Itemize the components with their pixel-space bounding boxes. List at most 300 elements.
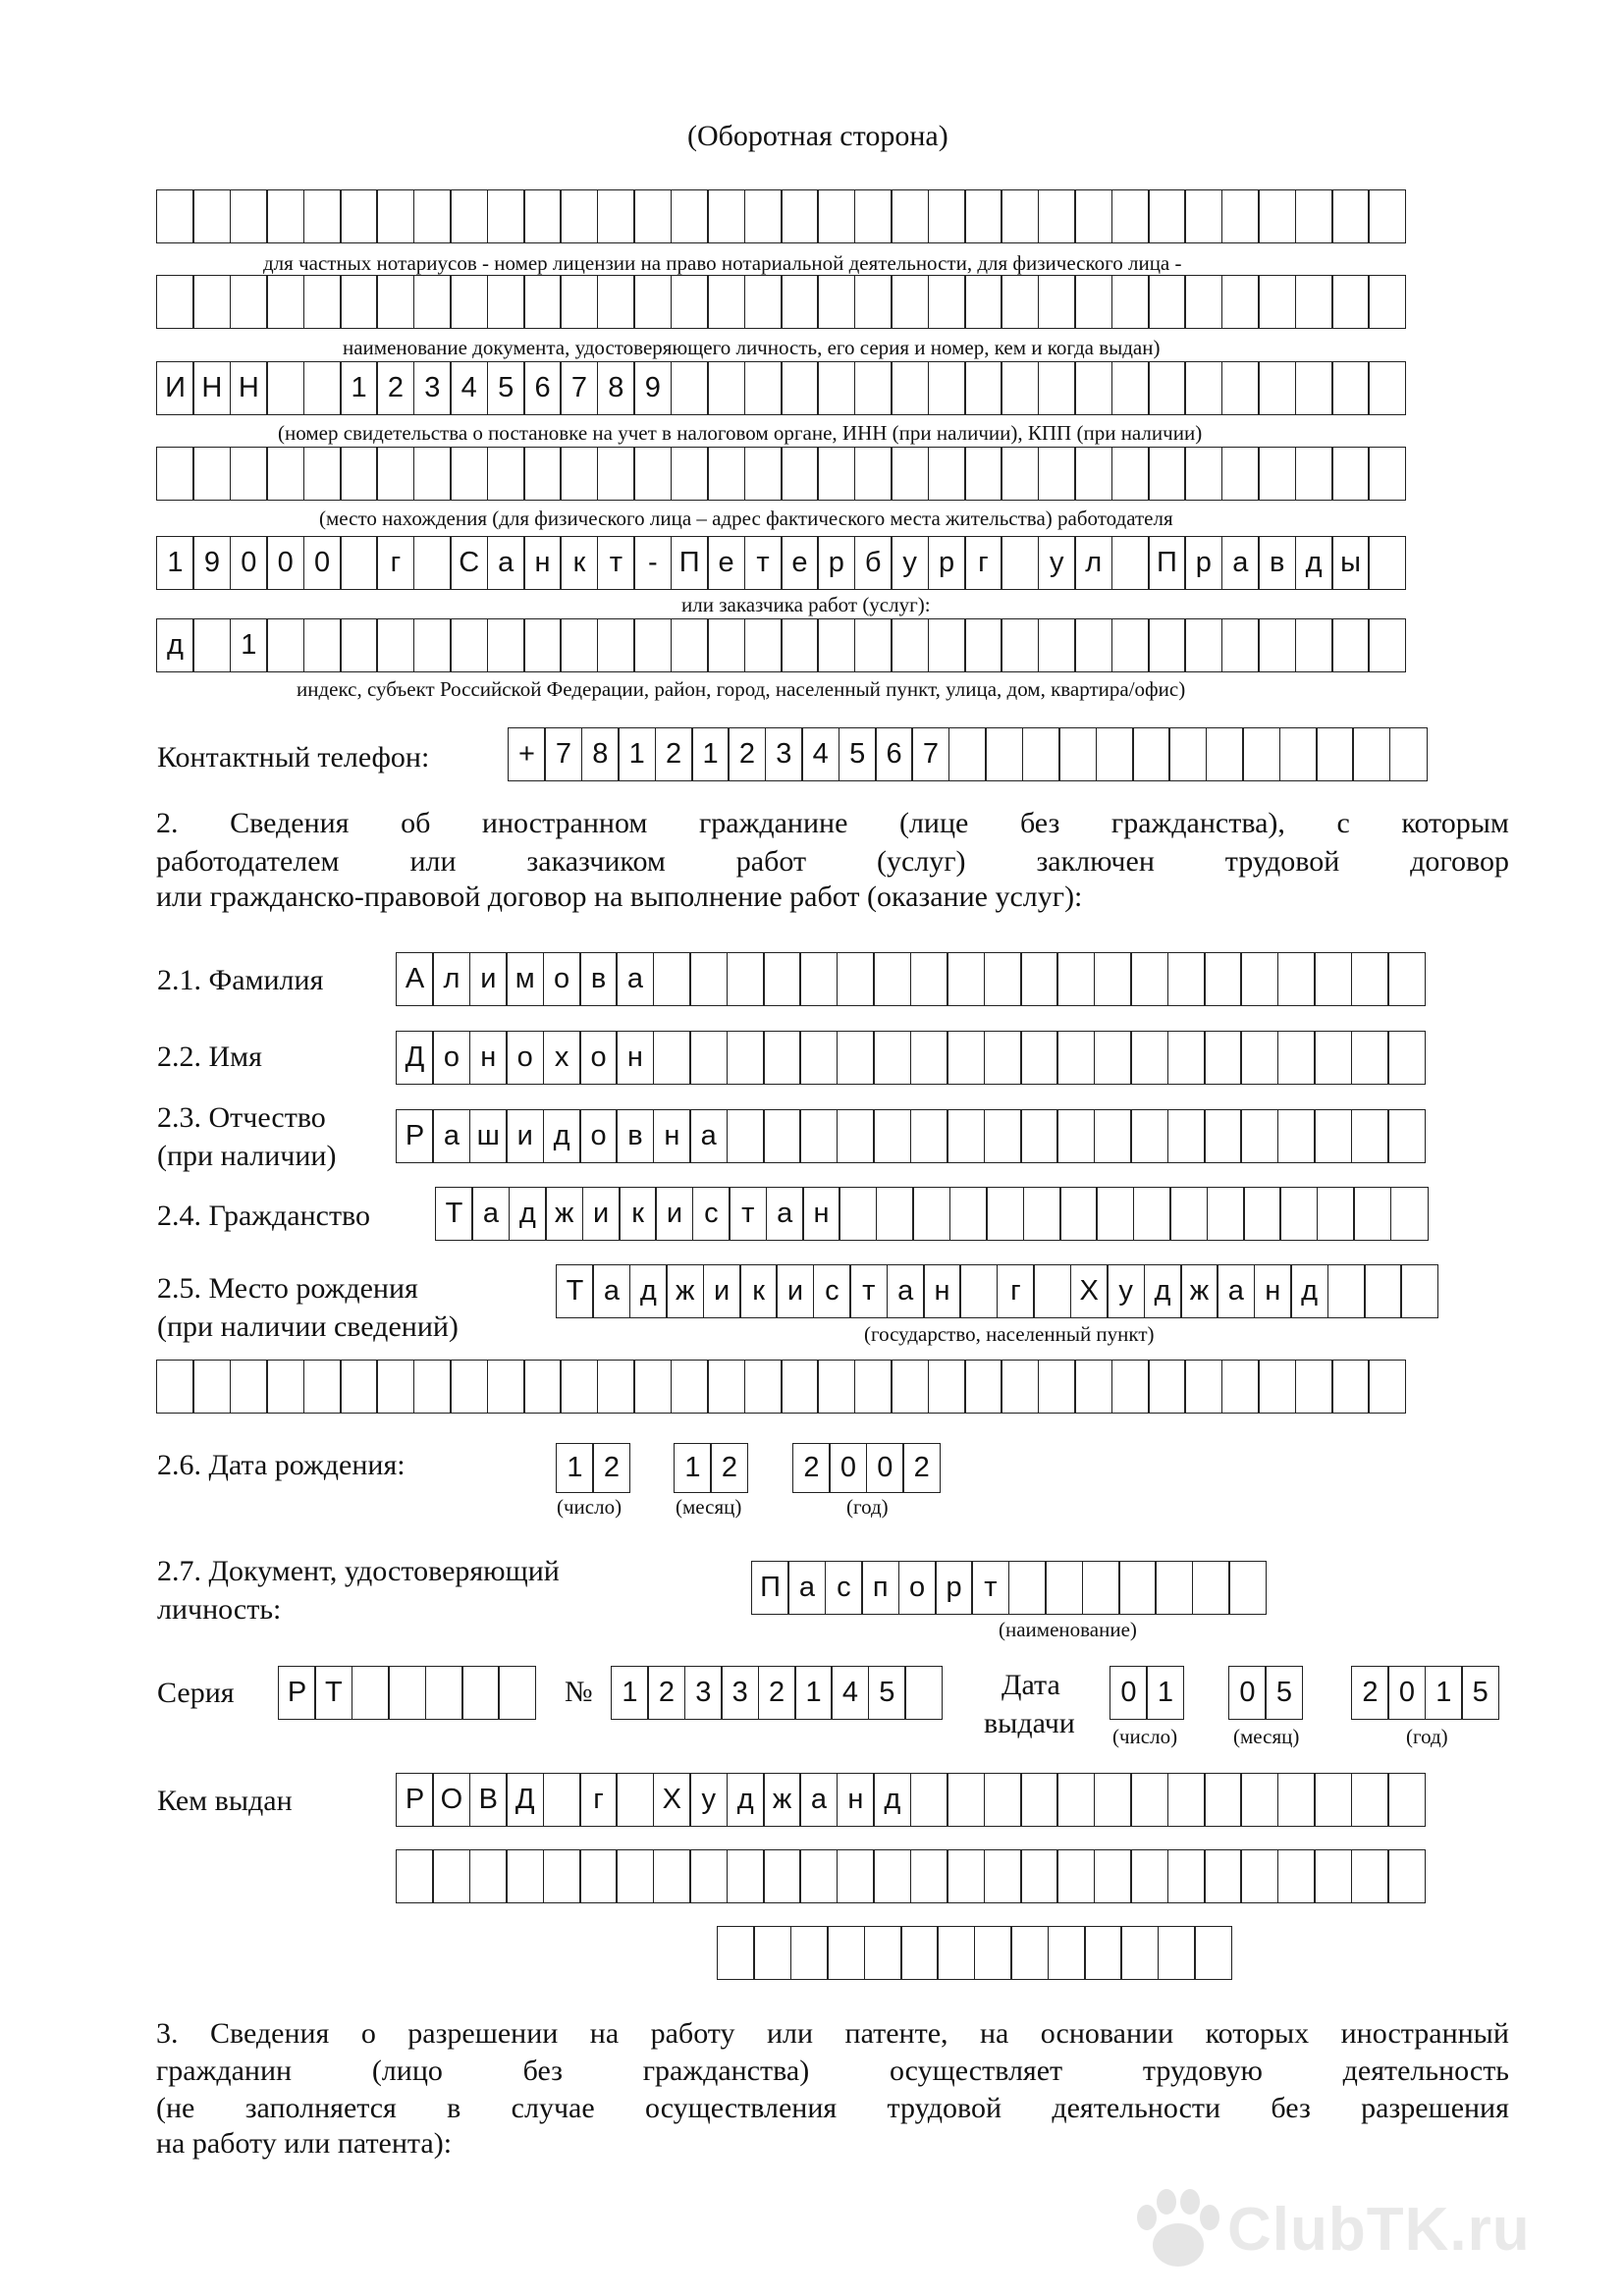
form-cell[interactable] [1184,189,1222,243]
form-cell[interactable]: о [579,1031,618,1085]
form-cell[interactable] [854,447,893,501]
form-cell[interactable]: д [156,618,194,672]
form-cell[interactable] [1258,447,1296,501]
form-cell[interactable]: Д [506,1773,544,1827]
form-cell[interactable]: 1 [230,618,268,672]
form-cell[interactable]: д [1290,1264,1328,1318]
form-cell[interactable] [817,189,855,243]
form-cell[interactable] [1148,275,1186,329]
form-cell[interactable]: 0 [829,1443,867,1493]
form-cell[interactable]: н [1254,1264,1292,1318]
form-cell[interactable] [1351,1849,1389,1903]
form-cell[interactable] [1295,447,1333,501]
document-name-row[interactable] [751,1561,1267,1615]
form-cell[interactable] [985,727,1023,781]
form-cell[interactable]: а [471,1187,510,1241]
form-cell[interactable] [910,1031,948,1085]
form-cell[interactable] [717,1926,755,1980]
form-cell[interactable] [928,189,966,243]
form-cell[interactable] [707,618,745,672]
form-cell[interactable] [156,447,194,501]
form-cell[interactable] [156,189,194,243]
form-cell[interactable] [984,1773,1022,1827]
form-cell[interactable]: 5 [868,1666,906,1720]
form-cell[interactable] [413,618,452,672]
form-cell[interactable] [1353,1187,1391,1241]
form-cell[interactable] [1221,618,1260,672]
form-cell[interactable] [450,189,488,243]
form-cell[interactable]: 2 [710,1443,748,1493]
form-cell[interactable] [781,275,819,329]
form-cell[interactable] [192,1360,231,1414]
form-cell[interactable]: н [523,536,562,590]
form-cell[interactable] [1038,275,1076,329]
form-cell[interactable]: Т [556,1264,594,1318]
form-cell[interactable]: п [861,1561,899,1615]
form-cell[interactable]: 0 [230,536,268,590]
form-cell[interactable] [653,952,691,1006]
form-cell[interactable] [1207,1187,1245,1241]
form-cell[interactable] [1368,189,1406,243]
form-cell[interactable] [156,1360,194,1414]
form-cell[interactable] [450,1360,488,1414]
form-cell[interactable]: а [787,1561,826,1615]
form-cell[interactable] [744,447,783,501]
issued-by-row-2[interactable] [396,1849,1426,1903]
form-cell[interactable] [1038,361,1076,415]
form-cell[interactable] [817,447,855,501]
form-cell[interactable]: 5 [1265,1666,1303,1720]
form-cell[interactable] [1277,952,1316,1006]
form-cell[interactable]: 5 [487,361,525,415]
form-cell[interactable]: 0 [1387,1666,1426,1720]
form-cell[interactable] [1020,1849,1058,1903]
form-cell[interactable] [156,275,194,329]
form-cell[interactable]: с [813,1264,851,1318]
form-cell[interactable]: 1 [691,727,730,781]
form-cell[interactable] [928,447,966,501]
form-cell[interactable] [266,447,304,501]
form-cell[interactable]: - [633,536,672,590]
form-cell[interactable]: 2 [902,1443,941,1493]
form-cell[interactable] [1279,727,1318,781]
form-cell[interactable] [1008,1561,1047,1615]
form-cell[interactable] [1184,275,1222,329]
form-cell[interactable]: н [923,1264,961,1318]
form-cell[interactable]: н [616,1031,654,1085]
form-cell[interactable] [1094,1849,1132,1903]
form-cell[interactable] [633,447,672,501]
form-cell[interactable]: Т [314,1666,352,1720]
form-cell[interactable]: 1 [794,1666,833,1720]
form-cell[interactable]: и [506,1109,544,1163]
form-cell[interactable]: 2 [647,1666,685,1720]
form-cell[interactable] [928,275,966,329]
form-cell[interactable] [763,1109,801,1163]
form-cell[interactable] [1094,1031,1132,1085]
form-cell[interactable] [1118,1561,1157,1615]
form-cell[interactable] [873,1849,911,1903]
form-cell[interactable]: 2 [376,361,414,415]
form-cell[interactable] [1096,727,1134,781]
form-cell[interactable]: 4 [801,727,839,781]
form-cell[interactable] [891,1360,929,1414]
form-cell[interactable] [1204,952,1242,1006]
form-cell[interactable] [839,1187,877,1241]
form-cell[interactable] [1074,189,1112,243]
form-cell[interactable] [1010,1926,1049,1980]
form-cell[interactable] [1094,952,1132,1006]
form-cell[interactable] [1130,1031,1168,1085]
form-cell[interactable] [1314,1773,1352,1827]
form-cell[interactable]: в [616,1109,654,1163]
form-cell[interactable]: ж [545,1187,583,1241]
form-cell[interactable] [376,275,414,329]
form-cell[interactable]: 1 [1146,1666,1184,1720]
form-cell[interactable]: в [579,952,618,1006]
form-cell[interactable] [1167,1773,1206,1827]
form-cell[interactable] [633,189,672,243]
birthdate-day[interactable] [556,1443,630,1493]
form-cell[interactable] [947,952,985,1006]
form-cell[interactable] [854,275,893,329]
form-cell[interactable] [947,1109,985,1163]
form-cell[interactable] [1331,618,1370,672]
form-cell[interactable] [837,1031,875,1085]
form-cell[interactable] [912,1187,950,1241]
form-cell[interactable] [671,361,709,415]
form-cell[interactable] [1184,361,1222,415]
form-cell[interactable]: н [837,1773,875,1827]
form-cell[interactable] [837,952,875,1006]
form-cell[interactable] [1056,952,1095,1006]
form-cell[interactable]: н [469,1031,508,1085]
form-cell[interactable] [1001,361,1039,415]
form-cell[interactable] [984,1031,1022,1085]
form-cell[interactable] [781,447,819,501]
form-cell[interactable] [1221,1360,1260,1414]
form-cell[interactable] [1169,1187,1208,1241]
form-cell[interactable] [1240,1849,1278,1903]
form-cell[interactable] [413,536,452,590]
form-cell[interactable] [340,447,378,501]
form-cell[interactable] [1120,1926,1159,1980]
form-cell[interactable] [1111,189,1150,243]
form-cell[interactable] [1056,1031,1095,1085]
form-cell[interactable] [1240,1773,1278,1827]
employer-row-4[interactable] [156,447,1406,501]
form-cell[interactable] [1184,1360,1222,1414]
birthdate-month[interactable] [674,1443,748,1493]
form-cell[interactable]: А [396,952,434,1006]
form-cell[interactable]: Х [1070,1264,1109,1318]
form-cell[interactable] [1184,447,1222,501]
form-cell[interactable]: г [376,536,414,590]
form-cell[interactable]: 2 [592,1443,630,1493]
form-cell[interactable]: и [582,1187,621,1241]
form-cell[interactable] [1033,1264,1071,1318]
form-cell[interactable] [964,618,1002,672]
form-cell[interactable] [707,1360,745,1414]
form-cell[interactable] [1111,618,1150,672]
form-cell[interactable] [1001,189,1039,243]
form-cell[interactable] [303,275,342,329]
form-cell[interactable] [1258,618,1296,672]
form-cell[interactable] [1295,189,1333,243]
form-cell[interactable]: 3 [684,1666,723,1720]
form-cell[interactable] [854,618,893,672]
form-cell[interactable] [964,189,1002,243]
form-cell[interactable]: о [543,952,581,1006]
form-cell[interactable]: д [873,1773,911,1827]
form-cell[interactable]: 1 [340,361,378,415]
issue-day[interactable] [1110,1666,1184,1720]
form-cell[interactable] [891,447,929,501]
form-cell[interactable] [1058,727,1097,781]
form-cell[interactable] [1084,1926,1122,1980]
form-cell[interactable] [799,1849,838,1903]
form-cell[interactable]: д [629,1264,668,1318]
form-cell[interactable]: к [619,1187,657,1241]
form-cell[interactable] [616,1849,654,1903]
form-cell[interactable]: 4 [831,1666,869,1720]
form-cell[interactable]: 8 [597,361,635,415]
form-cell[interactable]: И [156,361,194,415]
form-cell[interactable] [376,618,414,672]
form-cell[interactable]: Р [396,1773,434,1827]
form-cell[interactable]: и [703,1264,741,1318]
form-cell[interactable] [1158,1926,1196,1980]
form-cell[interactable]: 3 [413,361,452,415]
form-cell[interactable] [653,1031,691,1085]
form-cell[interactable] [744,618,783,672]
form-cell[interactable] [910,1773,948,1827]
form-cell[interactable] [1194,1926,1232,1980]
form-cell[interactable] [910,1849,948,1903]
form-cell[interactable] [1316,727,1354,781]
form-cell[interactable] [1094,1109,1132,1163]
form-cell[interactable] [873,1109,911,1163]
form-cell[interactable] [707,361,745,415]
form-cell[interactable] [1023,1187,1061,1241]
form-cell[interactable]: а [689,1109,728,1163]
form-cell[interactable]: б [854,536,893,590]
form-cell[interactable] [1020,1031,1058,1085]
form-cell[interactable]: 9 [633,361,672,415]
form-cell[interactable] [1148,447,1186,501]
issued-by-row-3[interactable] [717,1926,1232,1980]
form-cell[interactable]: 7 [560,361,598,415]
form-cell[interactable] [432,1849,470,1903]
form-cell[interactable] [790,1926,829,1980]
form-cell[interactable] [671,275,709,329]
form-cell[interactable] [1295,1360,1333,1414]
form-cell[interactable] [266,618,304,672]
form-cell[interactable] [727,1031,765,1085]
form-cell[interactable]: д [543,1109,581,1163]
form-cell[interactable] [947,1031,985,1085]
form-cell[interactable] [1038,618,1076,672]
name-row[interactable] [396,1031,1426,1085]
form-cell[interactable] [974,1926,1012,1980]
form-cell[interactable] [904,1666,943,1720]
issue-month[interactable] [1228,1666,1303,1720]
form-cell[interactable]: т [849,1264,888,1318]
form-cell[interactable] [498,1666,536,1720]
form-cell[interactable] [1038,189,1076,243]
form-cell[interactable] [1368,536,1406,590]
form-cell[interactable] [817,275,855,329]
form-cell[interactable]: 0 [866,1443,904,1493]
form-cell[interactable] [799,952,838,1006]
form-cell[interactable] [450,275,488,329]
form-cell[interactable]: е [707,536,745,590]
form-cell[interactable]: В [469,1773,508,1827]
form-cell[interactable] [340,275,378,329]
form-cell[interactable] [1074,618,1112,672]
form-cell[interactable] [560,275,598,329]
form-cell[interactable] [487,447,525,501]
form-cell[interactable] [1130,1109,1168,1163]
form-cell[interactable] [1314,952,1352,1006]
form-cell[interactable] [1331,361,1370,415]
form-cell[interactable] [837,1109,875,1163]
form-cell[interactable] [753,1926,791,1980]
form-cell[interactable]: а [592,1264,630,1318]
form-cell[interactable] [689,1031,728,1085]
form-cell[interactable] [230,447,268,501]
form-cell[interactable] [653,1849,691,1903]
form-cell[interactable] [949,1187,988,1241]
form-cell[interactable]: к [560,536,598,590]
form-cell[interactable] [1368,361,1406,415]
form-cell[interactable]: 0 [266,536,304,590]
form-cell[interactable]: н [802,1187,840,1241]
form-cell[interactable] [671,1360,709,1414]
form-cell[interactable] [1221,189,1260,243]
form-cell[interactable] [1368,447,1406,501]
form-cell[interactable] [873,952,911,1006]
form-cell[interactable] [376,447,414,501]
form-cell[interactable]: м [506,952,544,1006]
form-cell[interactable] [984,1849,1022,1903]
form-cell[interactable] [1184,618,1222,672]
form-cell[interactable]: 7 [544,727,582,781]
form-cell[interactable] [1001,275,1039,329]
form-cell[interactable]: 0 [303,536,342,590]
form-cell[interactable] [1351,1773,1389,1827]
form-cell[interactable] [781,1360,819,1414]
form-cell[interactable] [1314,1109,1352,1163]
form-cell[interactable] [1020,952,1058,1006]
form-cell[interactable] [1258,361,1296,415]
form-cell[interactable]: 3 [765,727,803,781]
series-row[interactable] [278,1666,536,1720]
form-cell[interactable] [928,618,966,672]
form-cell[interactable]: г [997,1264,1035,1318]
form-cell[interactable]: а [887,1264,925,1318]
form-cell[interactable] [266,1360,304,1414]
form-cell[interactable] [854,1360,893,1414]
form-cell[interactable]: 6 [875,727,913,781]
issued-by-row[interactable] [396,1773,1426,1827]
form-cell[interactable] [1167,1109,1206,1163]
form-cell[interactable] [1168,727,1207,781]
form-cell[interactable]: 2 [1351,1666,1389,1720]
form-cell[interactable] [1130,1849,1168,1903]
form-cell[interactable] [303,618,342,672]
form-cell[interactable]: а [1221,536,1260,590]
form-cell[interactable] [1204,1031,1242,1085]
form-cell[interactable] [1243,1187,1281,1241]
form-cell[interactable] [1387,1109,1426,1163]
form-cell[interactable] [1111,275,1150,329]
form-cell[interactable] [560,618,598,672]
form-cell[interactable]: 2 [655,727,693,781]
form-cell[interactable] [633,618,672,672]
form-cell[interactable] [781,189,819,243]
form-cell[interactable] [376,189,414,243]
form-cell[interactable] [837,1849,875,1903]
form-cell[interactable] [425,1666,463,1720]
form-cell[interactable] [1295,275,1333,329]
form-cell[interactable]: О [432,1773,470,1827]
form-cell[interactable] [506,1849,544,1903]
form-cell[interactable] [727,1109,765,1163]
form-cell[interactable] [597,189,635,243]
form-cell[interactable] [1242,727,1280,781]
form-cell[interactable] [891,189,929,243]
form-cell[interactable] [707,275,745,329]
form-cell[interactable]: т [597,536,635,590]
form-cell[interactable] [1167,952,1206,1006]
form-cell[interactable] [744,275,783,329]
form-cell[interactable] [1314,1849,1352,1903]
form-cell[interactable]: + [508,727,546,781]
form-cell[interactable] [579,1849,618,1903]
form-cell[interactable] [1204,1109,1242,1163]
form-cell[interactable]: с [825,1561,863,1615]
form-cell[interactable] [597,1360,635,1414]
form-cell[interactable] [928,1360,966,1414]
form-cell[interactable]: р [928,536,966,590]
form-cell[interactable] [817,1360,855,1414]
form-cell[interactable] [1387,952,1426,1006]
form-cell[interactable]: 1 [611,1666,649,1720]
form-cell[interactable] [523,447,562,501]
issue-year[interactable] [1351,1666,1499,1720]
form-cell[interactable] [1221,361,1260,415]
form-cell[interactable] [192,275,231,329]
form-cell[interactable] [523,1360,562,1414]
form-cell[interactable] [854,361,893,415]
form-cell[interactable] [1327,1264,1366,1318]
birthplace-row[interactable] [556,1264,1438,1318]
form-cell[interactable] [707,447,745,501]
form-cell[interactable] [1001,1360,1039,1414]
form-cell[interactable]: с [692,1187,731,1241]
form-cell[interactable] [1056,1849,1095,1903]
form-cell[interactable] [891,361,929,415]
phone-row[interactable] [508,727,1428,781]
form-cell[interactable] [964,361,1002,415]
form-cell[interactable] [1056,1773,1095,1827]
form-cell[interactable] [376,1360,414,1414]
form-cell[interactable]: С [450,536,488,590]
form-cell[interactable] [413,275,452,329]
form-cell[interactable] [1387,1773,1426,1827]
form-cell[interactable]: П [751,1561,789,1615]
